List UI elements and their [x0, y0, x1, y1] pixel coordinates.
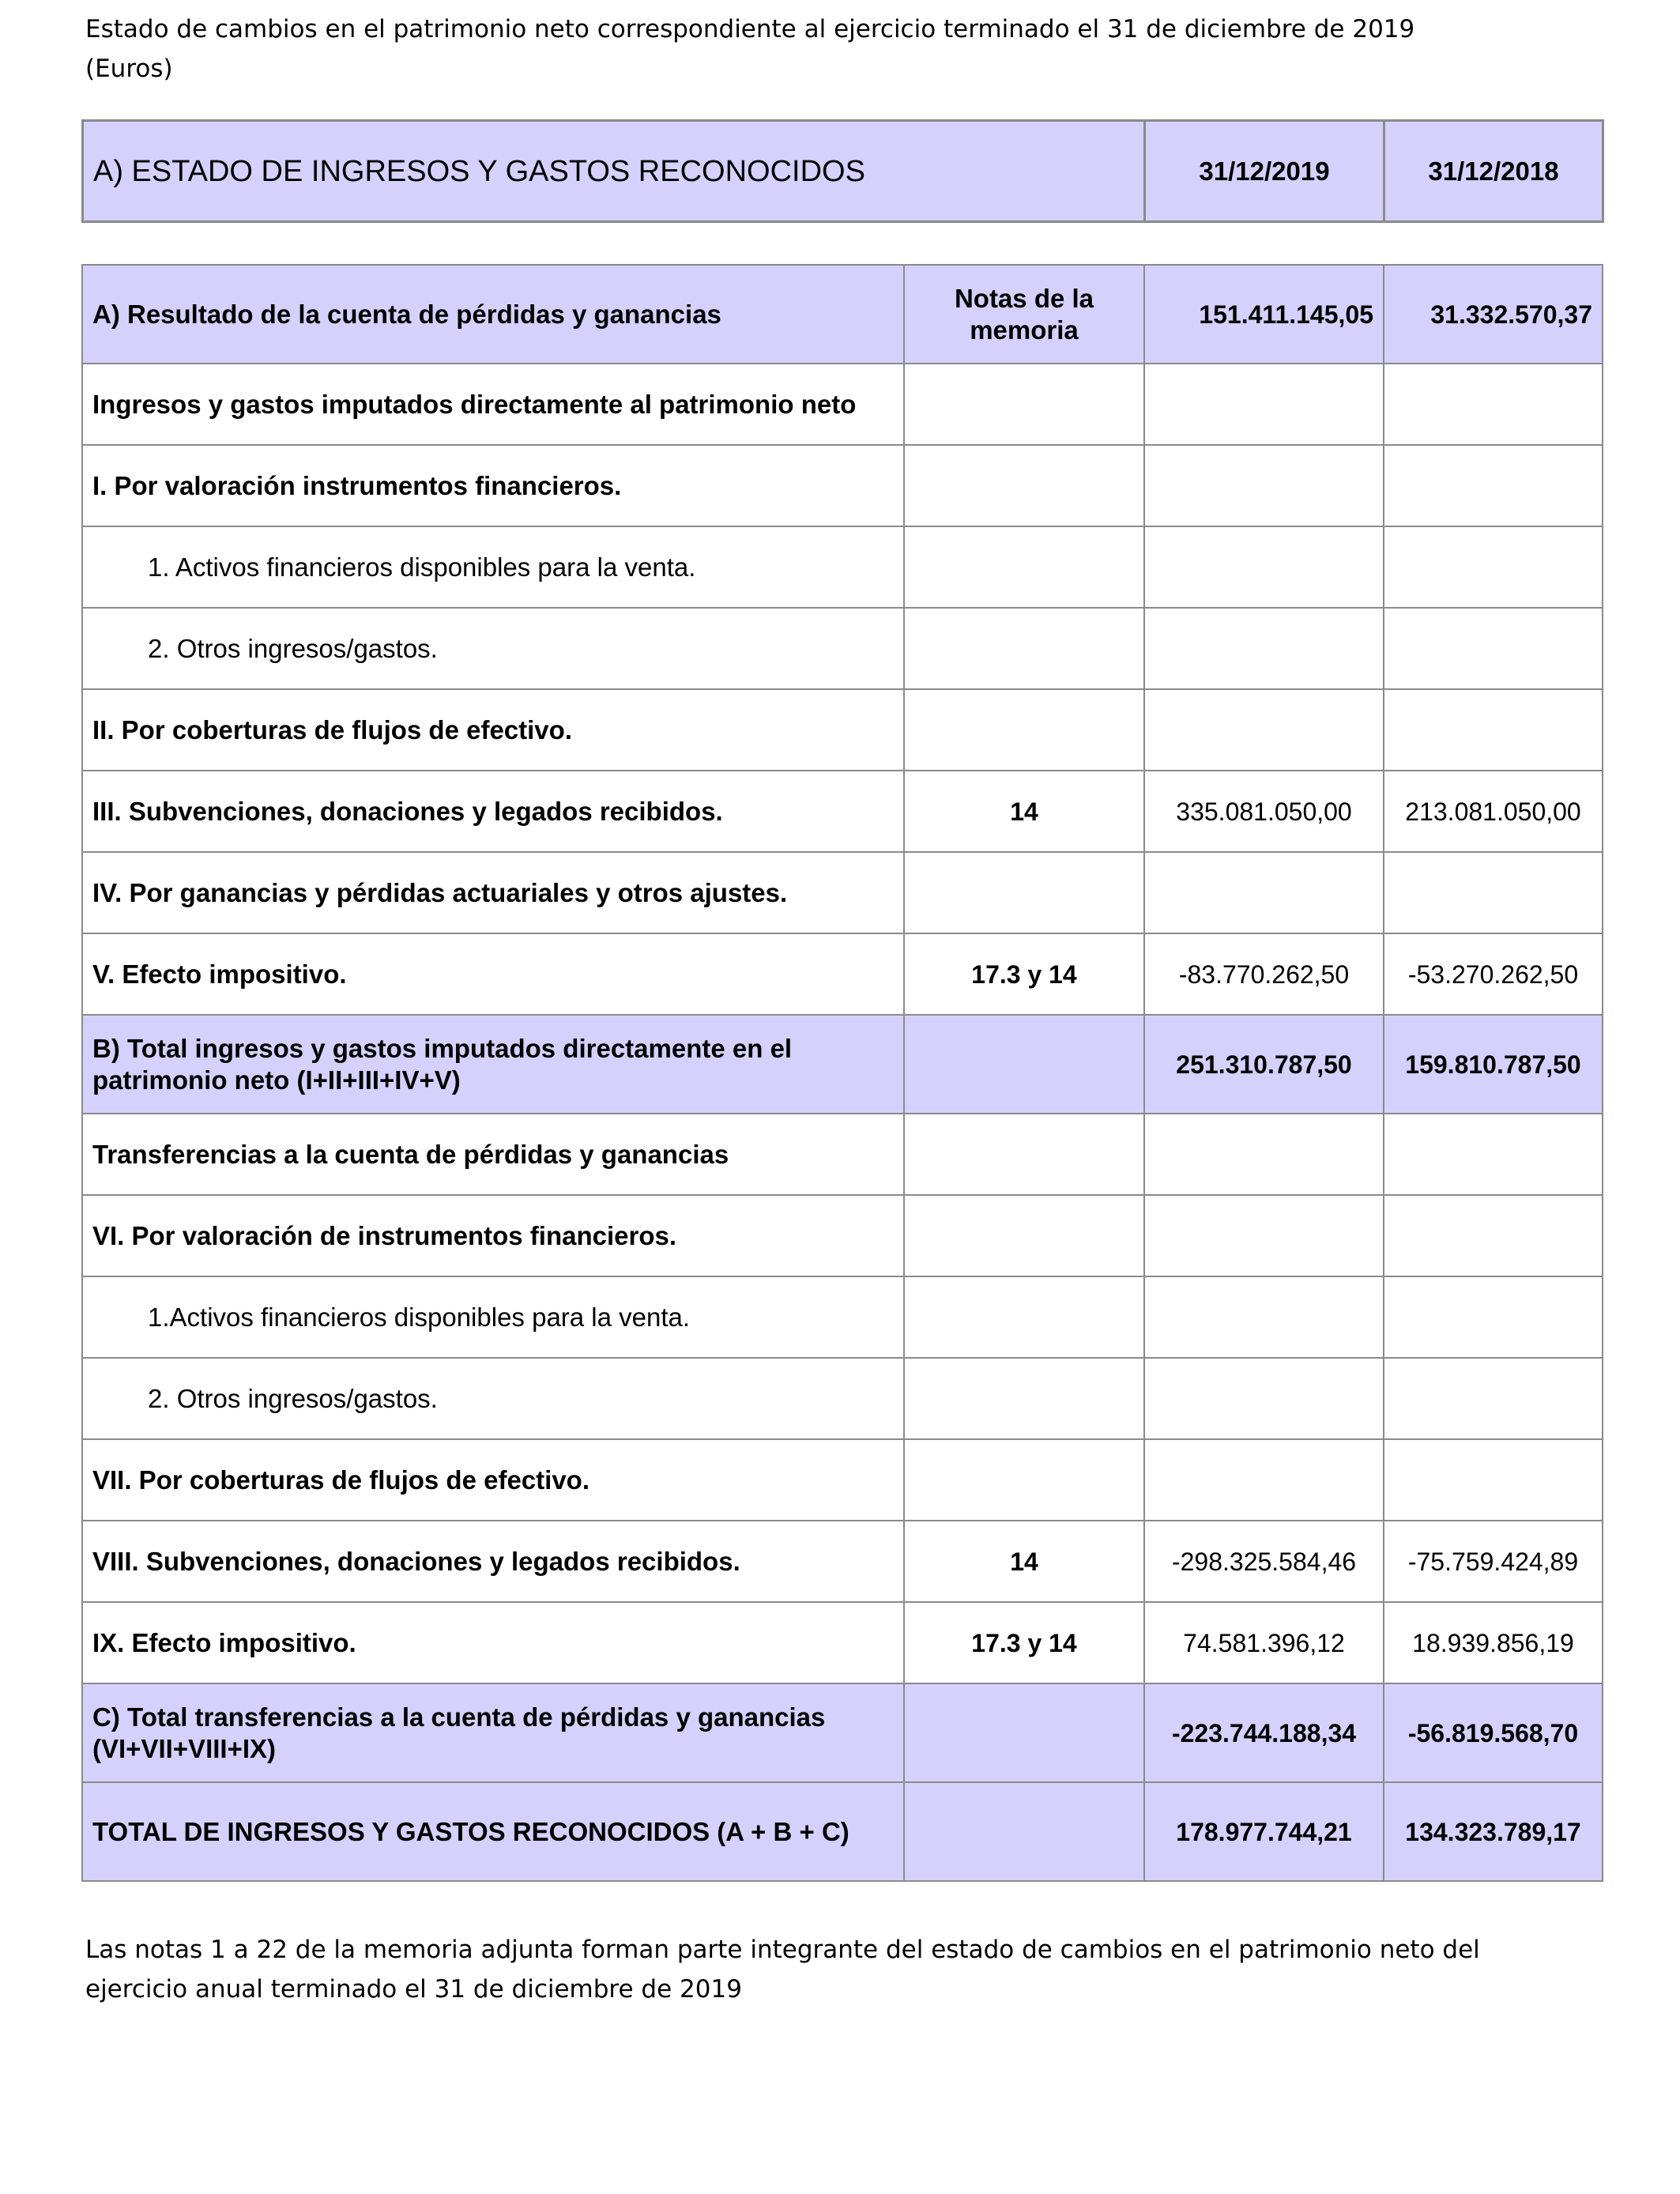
value-2019: 251.310.787,50: [1144, 1015, 1384, 1114]
value-2018: [1384, 445, 1603, 526]
table-row-subtotal-b: [82, 1015, 1603, 1114]
table-row: [82, 1276, 1603, 1358]
value-2019: [1144, 364, 1384, 445]
value-2018: [1384, 608, 1603, 689]
row-label: 1.Activos financieros disponibles para la venta.: [82, 1276, 904, 1358]
value-2018: 31.332.570,37: [1384, 265, 1603, 364]
column-header-2019: 31/12/2019: [1145, 121, 1384, 222]
table-row: [82, 852, 1603, 933]
value-2018: [1384, 852, 1603, 933]
value-2019: [1144, 1358, 1384, 1439]
table-row: [82, 1439, 1603, 1521]
row-note: [904, 1683, 1144, 1782]
row-note: [904, 689, 1144, 771]
row-label: Ingresos y gastos imputados directamente al patrimonio neto: [82, 364, 904, 445]
value-2018: [1384, 1439, 1603, 1521]
column-header-2018: 31/12/2018: [1384, 121, 1603, 222]
row-note: 17.3 y 14: [904, 1602, 1144, 1683]
value-2018: [1384, 689, 1603, 771]
table-row-result: [82, 265, 1603, 364]
value-2019: [1144, 1276, 1384, 1358]
footer-note: [85, 1930, 1626, 2009]
value-2019: 74.581.396,12: [1144, 1602, 1384, 1683]
row-label: I. Por valoración instrumentos financieros.: [82, 445, 904, 526]
document-title: Estado de cambios en el patrimonio neto correspondiente al ejercicio terminado el 31 de diciembre de 2019: [85, 15, 1415, 43]
value-2018: -53.270.262,50: [1384, 933, 1603, 1015]
row-label: II. Por coberturas de flujos de efectivo.: [82, 689, 904, 771]
table-row: [82, 1602, 1603, 1683]
income-expenses-table: [81, 264, 1603, 1882]
row-label: V. Efecto impositivo.: [82, 933, 904, 1015]
value-2018: -75.759.424,89: [1384, 1521, 1603, 1602]
table-row: [82, 608, 1603, 689]
row-note: [904, 1015, 1144, 1114]
value-2018: [1384, 1114, 1603, 1195]
value-2018: [1384, 1276, 1603, 1358]
value-2019: 151.411.145,05: [1144, 265, 1384, 364]
table-row: [82, 933, 1603, 1015]
row-note: 14: [904, 771, 1144, 852]
value-2019: 178.977.744,21: [1144, 1782, 1384, 1881]
value-2018: 213.081.050,00: [1384, 771, 1603, 852]
row-note: [904, 1276, 1144, 1358]
row-note: [904, 526, 1144, 608]
value-2019: [1144, 852, 1384, 933]
value-2018: 159.810.787,50: [1384, 1015, 1603, 1114]
row-note: 17.3 y 14: [904, 933, 1144, 1015]
value-2018: [1384, 526, 1603, 608]
row-label: VII. Por coberturas de flujos de efectivo.: [82, 1439, 904, 1521]
row-note: [904, 364, 1144, 445]
row-label: A) Resultado de la cuenta de pérdidas y ganancias: [82, 265, 904, 364]
value-2019: -298.325.584,46: [1144, 1521, 1384, 1602]
row-note: [904, 1114, 1144, 1195]
value-2019: -83.770.262,50: [1144, 933, 1384, 1015]
statement-header-row: [83, 121, 1603, 222]
table-row: [82, 364, 1603, 445]
footer-line-1: Las notas 1 a 22 de la memoria adjunta forman parte integrante del estado de cambios en el patrimonio neto del: [85, 1936, 1480, 1964]
table-row: [82, 771, 1603, 852]
row-note: [904, 1439, 1144, 1521]
table-row: [82, 1521, 1603, 1602]
row-label: 2. Otros ingresos/gastos.: [82, 608, 904, 689]
row-note: [904, 608, 1144, 689]
row-note: [904, 1358, 1144, 1439]
table-row: [82, 1114, 1603, 1195]
row-label: Transferencias a la cuenta de pérdidas y ganancias: [82, 1114, 904, 1195]
table-row-subtotal-c: [82, 1683, 1603, 1782]
row-label: III. Subvenciones, donaciones y legados recibidos.: [82, 771, 904, 852]
intro-text: [85, 9, 1626, 89]
table-row: [82, 1358, 1603, 1439]
row-label: B) Total ingresos y gastos imputados directamente en el patrimonio neto (I+II+III+IV+V): [82, 1015, 904, 1114]
value-2018: -56.819.568,70: [1384, 1683, 1603, 1782]
value-2019: [1144, 445, 1384, 526]
value-2019: [1144, 1114, 1384, 1195]
table-row-grand-total: [82, 1782, 1603, 1881]
table-row: [82, 526, 1603, 608]
value-2019: -223.744.188,34: [1144, 1683, 1384, 1782]
value-2018: [1384, 1195, 1603, 1276]
value-2018: [1384, 1358, 1603, 1439]
row-label: IX. Efecto impositivo.: [82, 1602, 904, 1683]
row-label: VIII. Subvenciones, donaciones y legados recibidos.: [82, 1521, 904, 1602]
table-row: [82, 1195, 1603, 1276]
table-row: [82, 445, 1603, 526]
table-row: [82, 689, 1603, 771]
row-note: [904, 445, 1144, 526]
row-label: VI. Por valoración de instrumentos financieros.: [82, 1195, 904, 1276]
value-2019: [1144, 526, 1384, 608]
value-2018: 18.939.856,19: [1384, 1602, 1603, 1683]
value-2018: 134.323.789,17: [1384, 1782, 1603, 1881]
value-2019: [1144, 689, 1384, 771]
value-2019: [1144, 1195, 1384, 1276]
row-label: 1. Activos financieros disponibles para la venta.: [82, 526, 904, 608]
statement-title: A) ESTADO DE INGRESOS Y GASTOS RECONOCIDOS: [83, 121, 1145, 222]
row-label: 2. Otros ingresos/gastos.: [82, 1358, 904, 1439]
row-label: TOTAL DE INGRESOS Y GASTOS RECONOCIDOS (A + B + C): [82, 1782, 904, 1881]
footer-line-2: ejercicio anual terminado el 31 de diciembre de 2019: [85, 1975, 742, 2004]
row-note: [904, 1782, 1144, 1881]
notes-column-header: Notas de la memoria: [904, 265, 1144, 364]
value-2019: [1144, 608, 1384, 689]
row-note: [904, 852, 1144, 933]
statement-header-table: [81, 119, 1604, 223]
row-note: 14: [904, 1521, 1144, 1602]
value-2019: 335.081.050,00: [1144, 771, 1384, 852]
value-2018: [1384, 364, 1603, 445]
row-label: C) Total transferencias a la cuenta de pérdidas y ganancias (VI+VII+VIII+IX): [82, 1683, 904, 1782]
row-note: [904, 1195, 1144, 1276]
currency-note: (Euros): [85, 55, 173, 83]
row-label: IV. Por ganancias y pérdidas actuariales y otros ajustes.: [82, 852, 904, 933]
value-2019: [1144, 1439, 1384, 1521]
